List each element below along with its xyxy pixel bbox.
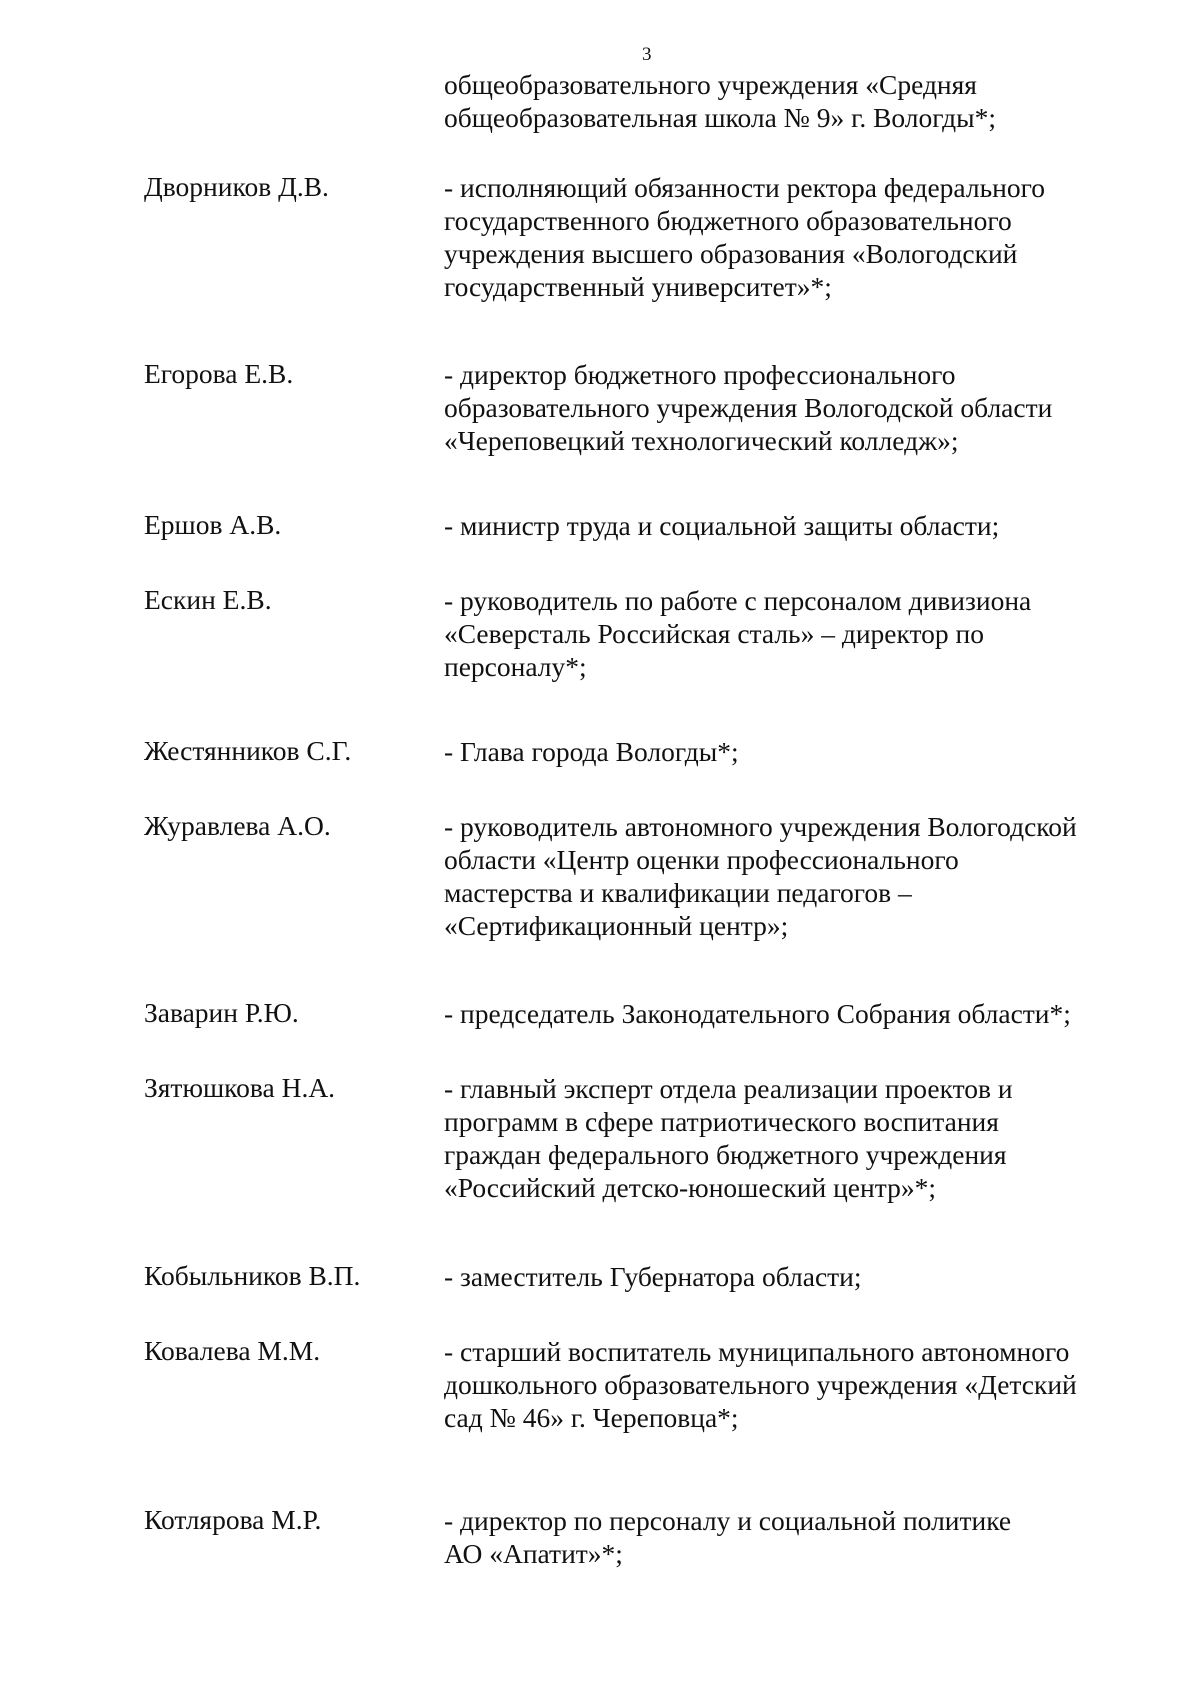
member-name: Жестянников С.Г. [144,735,352,766]
position-line: мастерства и квалификации педагогов – [444,877,912,908]
position-line: - заместитель Губернатора области; [444,1261,862,1292]
position-line: «Российский детско-юношеский центр»*; [444,1172,936,1203]
position-line: «Северсталь Российская сталь» – директор по [444,618,985,649]
position-line: - директор бюджетного профессионального [444,359,956,390]
member-position [444,1260,1144,1293]
position-line: - Глава города Вологды*; [444,736,739,767]
position-line: дошкольного образовательного учреждения «Детский [444,1369,1077,1400]
position-line: учреждения высшего образования «Вологодский [444,238,1018,269]
position-line: - директор по персоналу и социальной политике [444,1505,1012,1536]
position-line: области «Центр оценки профессионального [444,844,959,875]
lead-paragraph [444,68,1144,134]
member-position [444,1504,1144,1570]
position-line: - руководитель автономного учреждения Вологодской [444,811,1077,842]
position-line: государственный университет»*; [444,271,832,302]
lead-line: общеобразовательного учреждения «Средняя [444,69,977,100]
position-line: государственного бюджетного образовательного [444,205,1012,236]
member-name: Котлярова М.Р. [144,1504,322,1535]
member-position [444,509,1144,542]
position-line: «Сертификационный центр»; [444,910,789,941]
position-line: - министр труда и социальной защиты области; [444,510,1000,541]
member-name: Кобыльников В.П. [144,1260,361,1291]
position-line: - руководитель по работе с персоналом дивизиона [444,585,1032,616]
position-line: - старший воспитатель муниципального автономного [444,1336,1070,1367]
member-position [444,171,1144,303]
member-position [444,1072,1144,1204]
member-name: Зятюшкова Н.А. [144,1072,336,1103]
position-line: - исполняющий обязанности ректора федерального [444,172,1045,203]
position-line: программ в сфере патриотического воспитания [444,1106,999,1137]
position-line: - председатель Законодательного Собрания области*; [444,998,1071,1029]
member-name: Ковалева М.М. [144,1335,321,1366]
position-line: граждан федерального бюджетного учреждения [444,1139,1007,1170]
position-line: АО «Апатит»*; [444,1538,623,1569]
member-position [444,584,1144,683]
page-number: 3 [642,44,652,65]
position-line: - главный эксперт отдела реализации проектов и [444,1073,1013,1104]
member-name: Ершов А.В. [144,509,282,540]
member-name: Ескин Е.В. [144,584,272,615]
member-name: Егорова Е.В. [144,358,294,389]
member-position [444,810,1144,942]
lead-line: общеобразовательная школа № 9» г. Вологды*; [444,102,997,133]
member-name: Дворников Д.В. [144,171,329,202]
position-line: сад № 46» г. Череповца*; [444,1402,739,1433]
position-line: образовательного учреждения Вологодской области [444,392,1053,423]
member-position [444,358,1144,457]
member-position [444,997,1144,1030]
member-name: Заварин Р.Ю. [144,997,299,1028]
position-line: «Череповецкий технологический колледж»; [444,425,959,456]
member-position [444,735,1144,768]
position-line: персоналу*; [444,651,587,682]
member-position [444,1335,1144,1434]
member-name: Журавлева А.О. [144,810,331,841]
